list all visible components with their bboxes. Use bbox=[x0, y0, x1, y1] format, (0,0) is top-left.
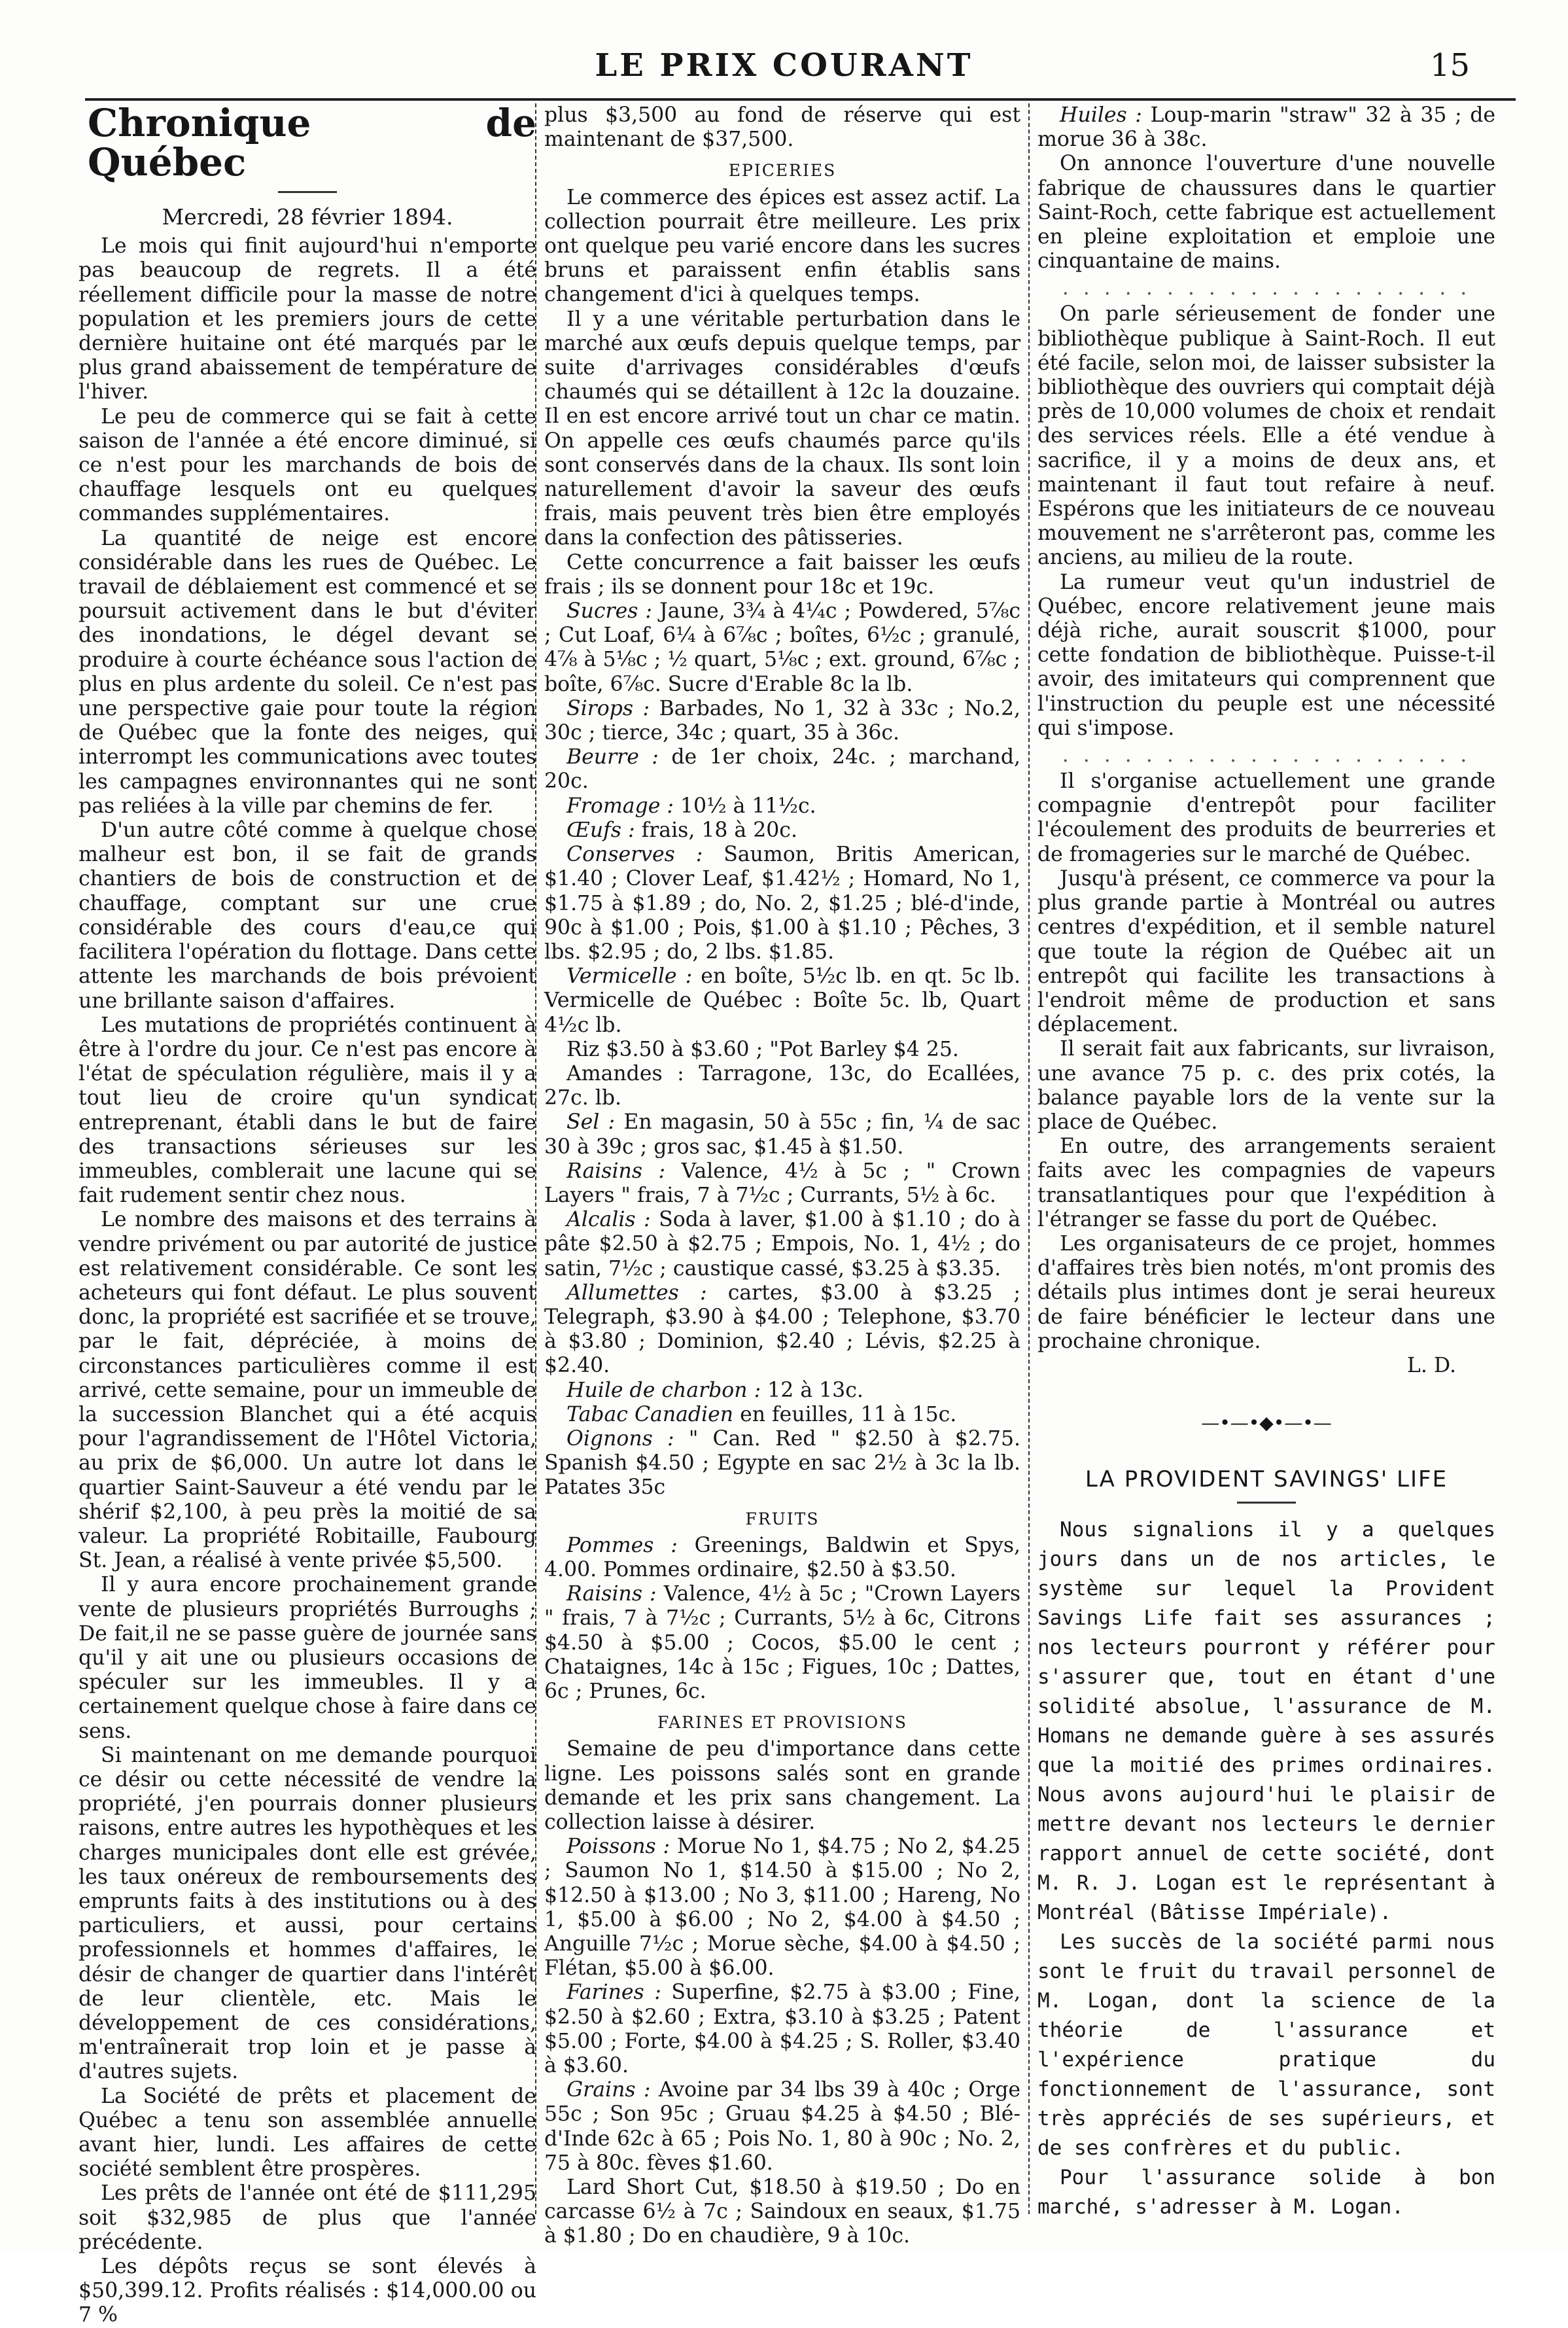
price-label: Huiles : bbox=[1060, 103, 1142, 127]
paragraph: Cette concurrence a fait baisser les œufs frais ; ils se donnent pour 18c et 19c. bbox=[544, 550, 1020, 599]
price-text: 12 à 13c. bbox=[767, 1378, 863, 1402]
price-entry bbox=[544, 1110, 1020, 1159]
column-2 bbox=[544, 103, 1021, 2248]
price-entry bbox=[544, 1208, 1020, 1281]
price-entry bbox=[544, 819, 1020, 843]
price-label: Alcalis : bbox=[566, 1208, 651, 1232]
price-entry bbox=[544, 697, 1020, 745]
paragraph: La rumeur veut qu'un industriel de Québec, encore relativement jeune mais déjà riche, aurait souscrit $1000, pour cette fondation de bibliothèque. Puisse-t-il avoir, des imitateurs qui comprennent que l'instruction du peuple est une nécessité qui s'impose. bbox=[1037, 570, 1495, 740]
paragraph: plus $3,500 au fond de réserve qui est maintenant de $37,500. bbox=[544, 103, 1020, 152]
paragraph: La quantité de neige est encore considérable dans les rues de Québec. Le travail de déblaiement est commencé et se poursuit activement dans le but d'éviter des inondations, le dégel devant se produire à courte échéance sous l'action de plus en plus ardente du soleil. Ce n'est pas une perspective gaie pour toute la région de Québec que la fonte des neiges, qui interrompt les communications avec toutes les campagnes environnantes qui ne sont pas reliées à la ville par chemins de fer. bbox=[78, 526, 536, 818]
price-label: Conserves : bbox=[566, 843, 703, 867]
section-separator: . . . . . . . . . . . . . . . . . . . . bbox=[1062, 276, 1471, 300]
paragraph: Il y a une véritable perturbation dans le marché aux œufs depuis quelque temps, par suite d'arrivages considérables d'œufs chaumés qui se détaillent à 12c la douzaine. Il en est encore arrivé tout un char ce matin. On appelle ces œufs chaumés parce qu'ils sont conservés dans de la chaux. Ils sont loin naturellement d'avoir la saveur des œufs frais, mais peuvent très bien être employés dans la confection des pâtisseries. bbox=[544, 307, 1020, 550]
paragraph: Les succès de la société parmi nous sont le fruit du travail personnel de M. Logan, dont la science de la théorie de l'assurance et l'expérience pratique du fonctionnement de l'assurance, sont très appréciés de ses supérieurs, et de ses confrères et du public. bbox=[1037, 1930, 1495, 2160]
price-entry bbox=[544, 1159, 1020, 1208]
column-3 bbox=[1037, 103, 1495, 2227]
paragraph: Si maintenant on me demande pourquoi ce désir ou cette nécessité de vendre la propriété, j'en pourrais donner plusieurs raisons, entre autres les hypothèques et les charges municipales dont elle est grévée, les taux onéreux de remboursements des emprunts faits à des institutions ou à des particuliers, et aussi, pour certains professionnels et hommes d'affaires, le désir de changer de quartier dans l'intérêt de leur clientèle, etc. Mais le développement de ces considérations, m'entraînerait trop loin et je passe à d'autres sujets. bbox=[78, 1743, 536, 2084]
price-label: Fromage : bbox=[566, 794, 674, 818]
price-text: cartes, $3.00 à $3.25 ; Telegraph, $3.90 à $4.00 ; Telephone, $3.70 à $3.80 ; Dominion, $2.40 ; Lévis, $2.25 à $2.40. bbox=[544, 1280, 1020, 1378]
section-heading-farines: FARINES ET PROVISIONS bbox=[657, 1713, 908, 1733]
paragraph: Il y aura encore prochainement grande vente de plusieurs propriétés Burroughs ; De fait,il ne se passe guère de journée sans qu'il y ait une ou plusieurs occasions de spéculer sur les immeubles. Il y a certainement quelque chose à faire dans ce sens. bbox=[78, 1573, 536, 1743]
price-entry bbox=[544, 1038, 1020, 1062]
price-text: Loup-marin "straw" 32 à 35 ; de morue 36 à 38c. bbox=[1037, 103, 1496, 152]
price-label: Œufs : bbox=[566, 818, 635, 842]
price-entry bbox=[544, 1981, 1020, 2078]
price-entry bbox=[544, 1835, 1020, 1981]
price-label: Vermicelle : bbox=[566, 964, 693, 989]
price-label: Tabac Canadien bbox=[566, 1402, 734, 1426]
paragraph: On annonce l'ouverture d'une nouvelle fabrique de chaussures dans le quartier Saint-Roch, cette fabrique est actuellement en pleine exploitation et emploie une cinquantaine de mains. bbox=[1037, 152, 1495, 273]
price-label: Huile de charbon : bbox=[566, 1378, 761, 1402]
price-label: Sirops : bbox=[566, 696, 650, 720]
title-rule bbox=[1237, 1502, 1296, 1504]
paragraph: La Société de prêts et placement de Québec a tenu son assemblée annuelle avant hier, lundi. Les affaires de cette société semblent être prospères. bbox=[78, 2084, 536, 2181]
newspaper-title: LE PRIX COURANT bbox=[595, 47, 973, 84]
price-text: 10½ à 11½c. bbox=[680, 794, 816, 818]
signature: L. D. bbox=[1406, 1353, 1456, 1377]
price-label: Grains : bbox=[566, 2078, 651, 2102]
price-text: Avoine par 34 lbs 39 à 40c ; Orge 55c ; Son 95c ; Gruau $4.25 à $4.50 ; Blé-d'Inde 62c à 65 ; Pois No. 1, 80 à 90c ; No. 2, 75 à 80c. fèves $1.60. bbox=[544, 2078, 1020, 2175]
paragraph: Il s'organise actuellement une grande compagnie d'entrepôt pour faciliter l'écoulement des produits de beurreries et de fromageries sur le marché de Québec. bbox=[1037, 769, 1495, 866]
price-text: Superfine, $2.75 à $3.00 ; Fine, $2.50 à $2.60 ; Extra, $3.10 à $3.25 ; Patent $5.00 ; Forte, $4.00 à $4.25 ; S. Roller, $3.40 à $3.60. bbox=[544, 1981, 1021, 2078]
paragraph: Les dépôts reçus se sont élevés à $50,399.12. Profits réalisés : $14,000.00 ou 7 % bbox=[78, 2255, 536, 2327]
price-text: Valence, 4½ à 5c ; "Crown Layers " frais, 7 à 7½c ; Currants, 5½ à 6c, Citrons $4.50 à $5.00 ; Cocos, $5.00 le cent ; Chataignes, 14c à 15c ; Figues, 10c ; Dattes, 6c ; Prunes, 6c. bbox=[544, 1582, 1020, 1703]
price-entry bbox=[544, 794, 1020, 819]
column-1 bbox=[78, 101, 536, 2327]
section-heading-epiceries: EPICERIES bbox=[728, 161, 837, 181]
paragraph: En outre, des arrangements seraient faits avec les compagnies de vapeurs transatlantiques pour que l'expédition à l'étranger se fasse du port de Québec. bbox=[1037, 1135, 1495, 1231]
price-entry bbox=[544, 745, 1020, 794]
price-label: Beurre : bbox=[566, 745, 659, 769]
ornament-divider: —•—•◆•—•— bbox=[1201, 1412, 1332, 1434]
paragraph: D'un autre côté comme à quelque chose malheur est bon, il se fait de grands chantiers de bois de construction et de chauffage, comptant sur une crue considérable des cours d'eau,ce qui facilitera l'opération du flottage. Dans cette attente les marchands de bois prévoient une brillante saison d'affaires. bbox=[78, 819, 536, 1013]
article-title: Chronique de Québec bbox=[88, 101, 536, 185]
price-text: " Can. Red " $2.50 à $2.75. Spanish $4.50 ; Egypte en sac 2½ à 3c la lb. Patates 35c bbox=[544, 1426, 1020, 1500]
price-entry bbox=[544, 1062, 1020, 1110]
price-text: Greenings, Baldwin et Spys, 4.00. Pommes ordinaire, $2.50 à $3.50. bbox=[544, 1533, 1021, 1581]
paragraph: Il serait fait aux fabricants, sur livraison, une avance 75 p. c. des prix cotés, la balance payable lors de la vente sur la place de Québec. bbox=[1037, 1037, 1495, 1134]
price-text: Soda à laver, $1.00 à $1.10 ; do à pâte $2.50 à $2.75 ; Empois, No. 1, 4½ ; do satin, 7½c ; caustique cassé, $3.25 à $3.35. bbox=[544, 1208, 1020, 1280]
price-text: Amandes : Tarragone, 13c, do Ecallées, 27c. lb. bbox=[544, 1061, 1020, 1110]
paragraph: Nous signalions il y a quelques jours dans un de nos articles, le système sur lequel la Provident Savings Life fait ses assurances ; nos lecteurs pourront y référer pour s'assurer que, tout en étant d'une solidité absolue, l'assurance de M. Homans ne demande guère à ses assurés que la moitié des primes ordinaires. Nous avons aujourd'hui le plaisir de mettre devant nos lecteurs le dernier rapport annuel de cette société, dont M. R. J. Logan est le représentant à Montréal (Bâtisse Impériale). bbox=[1037, 1517, 1495, 1924]
price-label: Poissons : bbox=[566, 1835, 671, 1859]
paragraph: Pour l'assurance solide à bon marché, s'adresser à M. Logan. bbox=[1037, 2165, 1495, 2219]
paragraph: Le commerce des épices est assez actif. La collection pourrait être meilleure. Les prix ont quelque peu varié encore dans les sucres bruns et paraissent enfin établis sans changement d'ici à quelques temps. bbox=[544, 185, 1020, 307]
price-label: Raisins : bbox=[566, 1159, 666, 1183]
price-entry bbox=[544, 1403, 1020, 1427]
price-entry bbox=[544, 2176, 1020, 2249]
price-entry bbox=[1037, 103, 1495, 152]
price-text: En magasin, 50 à 55c ; fin, ¼ de sac 30 à 39c ; gros sac, $1.45 à $1.50. bbox=[544, 1110, 1021, 1159]
paragraph: Jusqu'à présent, ce commerce va pour la plus grande partie à Montréal ou autres centres d'expédition, et il semble naturel que toute la région de Québec ait un entrepôt qui facilite les transactions à l'endroit même de production et sans déplacement. bbox=[1037, 866, 1495, 1037]
section-separator: . . . . . . . . . . . . . . . . . . . . bbox=[1062, 743, 1471, 767]
price-entry bbox=[544, 1379, 1020, 1403]
price-list bbox=[544, 1534, 1020, 1704]
price-text: Valence, 4½ à 5c ; " Crown Layers " frais, 7 à 7½c ; Currants, 5½ à 6c. bbox=[544, 1159, 1020, 1207]
title-rule bbox=[278, 191, 337, 193]
price-label: Raisins : bbox=[566, 1582, 657, 1606]
section-heading-fruits: FRUITS bbox=[745, 1509, 820, 1528]
paragraph: Le mois qui finit aujourd'hui n'emporte pas beaucoup de regrets. Il a été réellement difficile pour la masse de notre population et les premiers jours de cette dernière huitaine ont été marqués par le plus grand abaissement de température de l'hiver. bbox=[78, 234, 536, 404]
paragraph: On parle sérieusement de fonder une bibliothèque publique à Saint-Roch. Il eut été facile, selon moi, de laisser subsister la bibliothèque des ouvriers qui comptait déjà près de 10,000 volumes de choix et rendait des services réels. Elle a été vendue à sacrifice, il y a moins de deux ans, et maintenant il faut tout refaire à neuf. Espérons que les initiateurs de ce nouveau mouvement ne s'arrêteront pas, comme les anciens, au milieu de la route. bbox=[1037, 302, 1495, 570]
paragraph: Le peu de commerce qui se fait à cette saison de l'année a été encore diminué, si ce n'est pour les marchands de bois de chauffage lesquels ont eu quelques commandes supplémentaires. bbox=[78, 404, 536, 526]
price-text: Barbades, No 1, 32 à 33c ; No.2, 30c ; tierce, 34c ; quart, 35 à 36c. bbox=[544, 696, 1020, 745]
page-header bbox=[78, 39, 1490, 92]
column-divider bbox=[1028, 103, 1030, 2214]
price-label: Pommes : bbox=[566, 1533, 678, 1557]
price-label: Sucres : bbox=[566, 599, 653, 624]
paragraph: Les mutations de propriétés continuent à être à l'ordre du jour. Ce n'est pas encore à l'état de spéculation régulière, mais il y a tout lieu de croire qu'un syndicat entreprenant, établi dans le but de faire des transactions sérieuses sur les immeubles, comblerait une lacune qui se fait rudement sentir chez nous. bbox=[78, 1013, 536, 1208]
paragraph: Le nombre des maisons et des terrains à vendre privément ou par autorité de justice est relativement considérable. Ce sont les acheteurs qui font défaut. Le plus souvent donc, la propriété est sacrifiée et se trouve, par le fait, dépréciée, à moins de circonstances particulières comme il est arrivé, cette semaine, pour un immeuble de la succession Blanchet qui a été acquis pour l'agrandissement de l'Hôtel Victoria, au prix de $6,000. Un autre lot dans le quartier Saint-Sauveur a été vendu par le shérif $2,100, à peu près la moitié de sa valeur. La propriété Robitaille, Faubourg St. Jean, a réalisé à vente privée $5,500. bbox=[78, 1208, 536, 1573]
price-text: frais, 18 à 20c. bbox=[641, 818, 797, 842]
price-entry bbox=[544, 2078, 1020, 2176]
price-entry bbox=[544, 599, 1020, 697]
price-label: Allumettes : bbox=[566, 1280, 707, 1305]
provident-article bbox=[1037, 1515, 1495, 2222]
price-label: Farines : bbox=[566, 1981, 661, 2005]
price-entry bbox=[544, 843, 1020, 964]
price-text: de 1er choix, 24c. ; marchand, 20c. bbox=[544, 745, 1021, 794]
page-number: 15 bbox=[1429, 47, 1470, 84]
price-text: en boîte, 5½c lb. en qt. 5c lb. Vermicelle de Québec : Boîte 5c. lb, Quart 4½c lb. bbox=[544, 964, 1021, 1037]
price-text: Saumon, Britis American, $1.40 ; Clover Leaf, $1.42½ ; Homard, No 1, $1.75 à $1.89 ; do, No. 2, $1.25 ; blé-d'inde, 90c à $1.00 ; Pois, $1.00 à $1.10 ; Pêches, 3 lbs. $2.95 ; do, 2 lbs. $1.85. bbox=[544, 843, 1020, 964]
price-label: Oignons : bbox=[566, 1426, 674, 1451]
price-text: Jaune, 3¾ à 4¼c ; Powdered, 5⅞c ; Cut Loaf, 6¼ à 6⅞c ; boîtes, 6½c ; granulé, 4⅞ à 5⅛c ; ½ quart, 5⅛c ; ext. ground, 6⅞c ; boîte, 6⅞c. Sucre d'Erable 8c la lb. bbox=[544, 599, 1021, 696]
price-text: Lard Short Cut, $18.50 à $19.50 ; Do en carcasse 6½ à 7c ; Saindoux en seaux, $1.75 à $1.80 ; Do en chaudière, 9 à 10c. bbox=[544, 2176, 1020, 2248]
price-text: Morue No 1, $4.75 ; No 2, $4.25 ; Saumon No 1, $14.50 à $15.00 ; No 2, $12.50 à $13.00 ; No 3, $11.00 ; Hareng, No 1, $5.00 à $6.00 ; No 2, $4.00 à $4.50 ; Anguille 7½c ; Morue sèche, $4.00 à $4.50 ; Flétan, $5.00 à $6.00. bbox=[544, 1835, 1020, 1981]
paragraph: Les prêts de l'année ont été de $111,295 soit $32,985 de plus que l'année précédente. bbox=[78, 2181, 536, 2254]
price-text: Riz $3.50 à $3.60 ; "Pot Barley $4 25. bbox=[566, 1037, 959, 1061]
paragraph: Les organisateurs de ce projet, hommes d'affaires très bien notés, m'ont promis des détails plus intimes dont je serai heureux de faire bénéficier le lecteur dans une prochaine chronique. bbox=[1037, 1231, 1495, 1353]
article-date: Mercredi, 28 février 1894. bbox=[162, 204, 453, 230]
price-entry bbox=[544, 1281, 1020, 1379]
section-title-provident: LA PROVIDENT SAVINGS' LIFE bbox=[1085, 1466, 1448, 1493]
price-list bbox=[544, 1835, 1020, 2248]
price-entry bbox=[544, 964, 1020, 1038]
price-entry bbox=[544, 1582, 1020, 1704]
price-entry bbox=[544, 1534, 1020, 1582]
price-entry bbox=[544, 1427, 1020, 1500]
price-list bbox=[544, 599, 1020, 1500]
paragraph: Semaine de peu d'importance dans cette ligne. Les poissons salés sont en grande demande et les prix sans changement. La collection laisse à désirer. bbox=[544, 1737, 1020, 1835]
price-label: Sel : bbox=[566, 1110, 616, 1135]
price-text: en feuilles, 11 à 15c. bbox=[740, 1402, 957, 1426]
